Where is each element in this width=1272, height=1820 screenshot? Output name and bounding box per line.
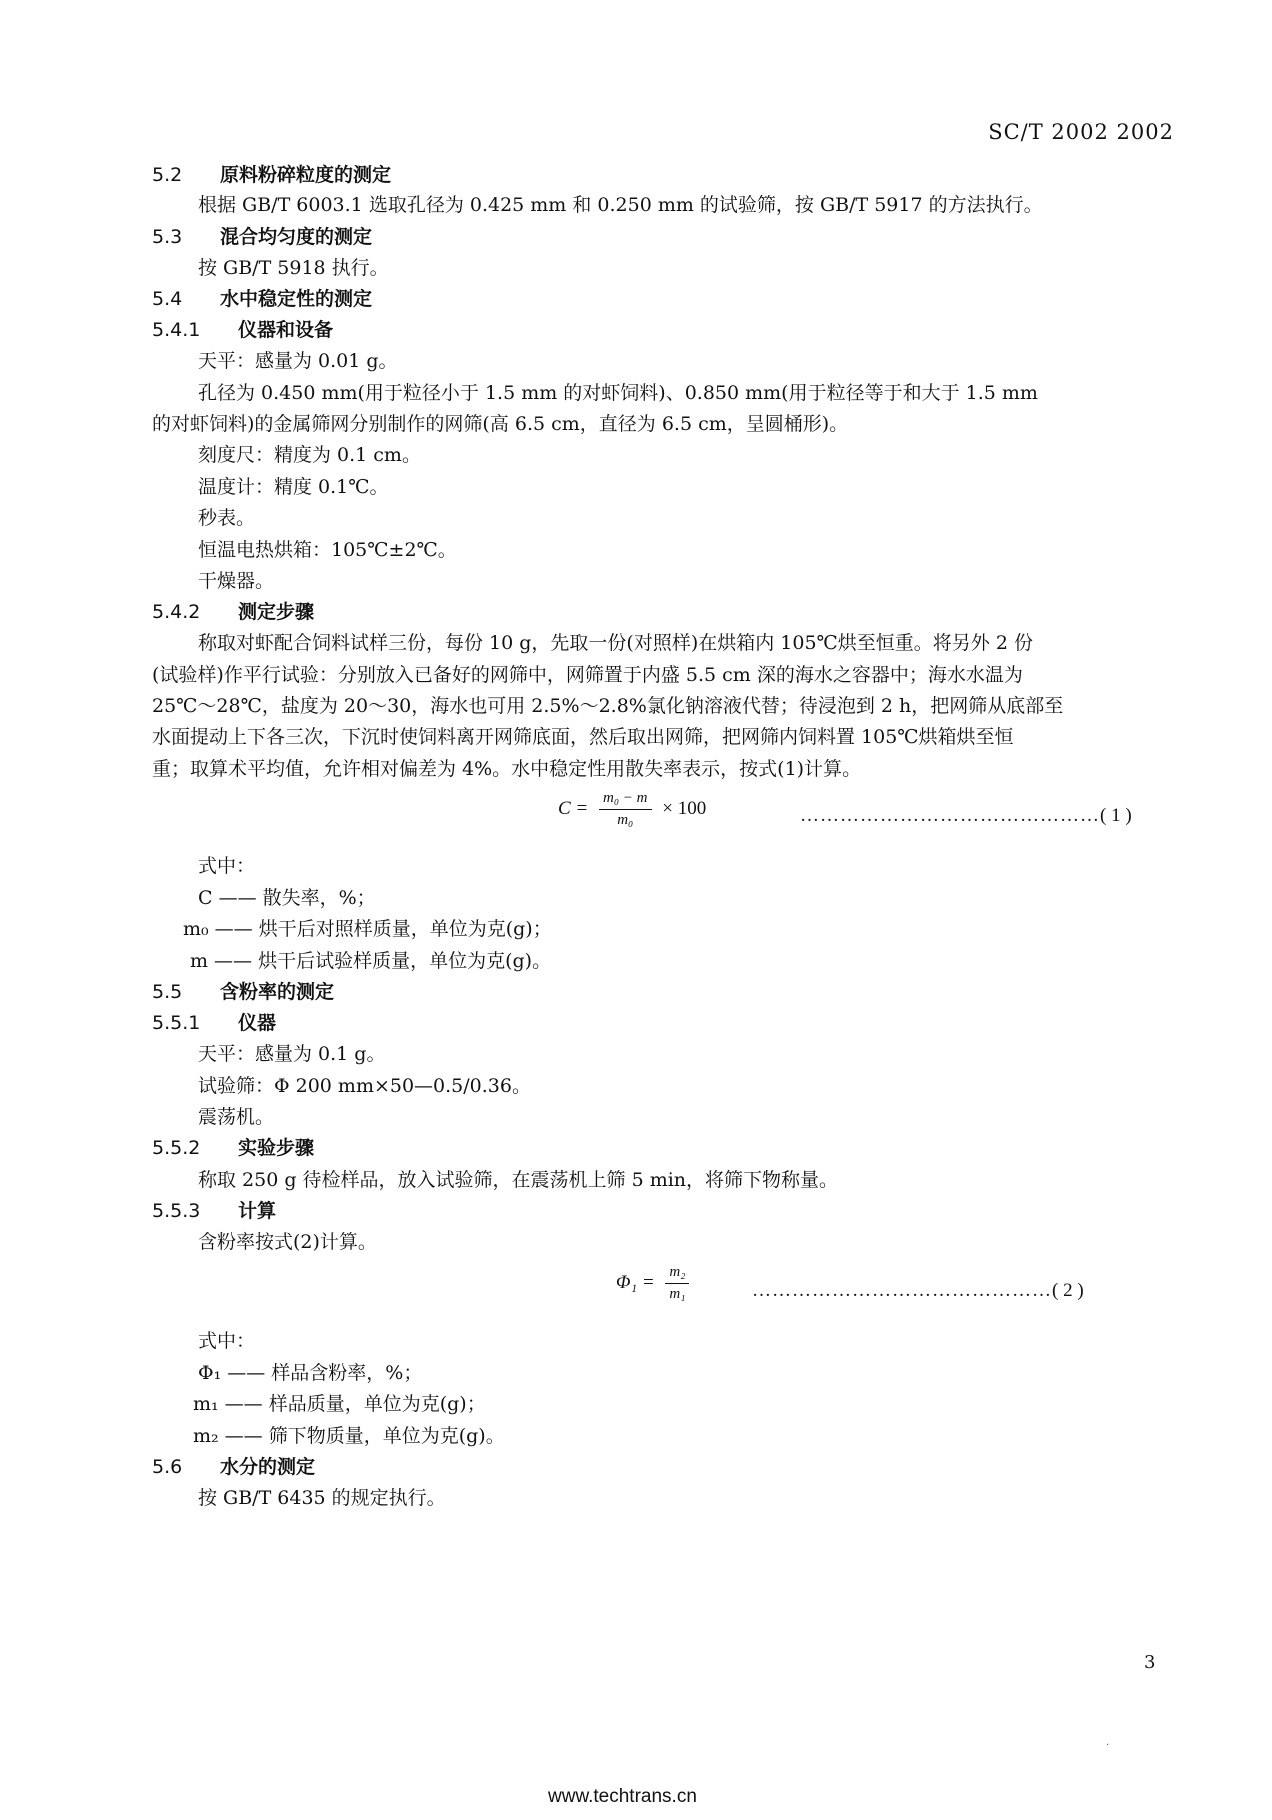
where-2-item-m2: m₂ —— 筛下物质量，单位为克(g)。 [193,1425,505,1447]
paragraph-5-5-3: 含粉率按式(2)计算。 [198,1231,377,1253]
procedure-line-4: 水面提动上下各三次，下沉时使饲料离开网筛底面，然后取出网筛，把网筛内饲料置 105℃烘箱烘至恒 [152,726,1014,748]
procedure-line-1: 称取对虾配合饲料试样三份，每份 10 g，先取一份(对照样)在烘箱内 105℃烘至恒重。将另外 2 份 [198,632,1033,654]
line-test-sieve: 试验筛：Φ 200 mm×50—0.5/0.36。 [198,1075,531,1097]
line-sieve-spec: 孔径为 0.450 mm(用于粒径小于 1.5 mm 的对虾饲料)、0.850 mm(用于粒径等于和大于 1.5 mm [198,382,1038,404]
line-ruler: 刻度尺：精度为 0.1 cm。 [198,444,421,466]
line-stopwatch: 秒表。 [198,507,256,529]
where-1-item-m0: m₀ —— 烘干后对照样质量，单位为克(g)； [183,918,552,940]
page-number: 3 [1144,1652,1156,1673]
line-thermometer: 温度计：精度 0.1℃。 [198,476,389,498]
formula-2: Φ₁ = $\frac{\text{m₂}}{\text{m₁}}$ [616,1264,695,1303]
formula-2-fraction: $\frac{\text{m₂}}{\text{m₁}}$ [665,1264,689,1303]
line-sieve-spec-cont: 的对虾饲料)的金属筛网分别制作的网筛(高 6.5 cm，直径为 6.5 cm，呈圆桶形)。 [152,413,849,435]
heading-5-3: 5.3 混合均匀度的测定 [152,226,373,248]
standard-code-header: SC/T 2002 2002 [988,120,1174,144]
heading-5-6: 5.6 水分的测定 [152,1456,316,1478]
line-shaker: 震荡机。 [198,1106,275,1128]
heading-5-5-2: 5.5.2 实验步骤 [152,1137,315,1159]
procedure-line-2: (试验样)作平行试验：分别放入已备好的网筛中，网筛置于内盛 5.5 cm 深的海水之容器中；海水水温为 [152,664,1023,686]
where-label-2: 式中： [198,1330,256,1352]
heading-5-4: 5.4 水中稳定性的测定 [152,288,373,310]
formula-1-fraction: $\frac{\text{m₀ − m}}{\text{m₀}}$ [599,790,652,829]
formula-1: C = $\frac{\text{m₀ − m}}{\text{m₀}}$ × 100 [558,790,707,828]
heading-5-5-3: 5.5.3 计算 [152,1200,277,1222]
line-oven: 恒温电热烘箱：105℃±2℃。 [198,539,457,561]
procedure-line-5: 重；取算术平均值，允许相对偏差为 4%。水中稳定性用散失率表示，按式(1)计算。 [152,758,862,780]
where-2-item-phi1: Φ₁ —— 样品含粉率，%； [198,1362,423,1384]
heading-5-5: 5.5 含粉率的测定 [152,981,335,1003]
formula-1-leader: ………………………………………( 1 ) [800,805,1132,826]
where-1-item-m: m —— 烘干后试验样质量，单位为克(g)。 [190,950,552,972]
heading-5-5-1: 5.5.1 仪器 [152,1012,277,1034]
heading-5-4-1: 5.4.1 仪器和设备 [152,319,334,341]
line-desiccator: 干燥器。 [198,570,275,592]
paragraph-5-5-2: 称取 250 g 待检样品，放入试验筛，在震荡机上筛 5 min，将筛下物称量。 [198,1169,839,1191]
stray-mark: · [1106,1740,1110,1751]
paragraph-5-3: 按 GB/T 5918 执行。 [198,257,389,279]
procedure-line-3: 25℃～28℃，盐度为 20～30，海水也可用 2.5%～2.8%氯化钠溶液代替；待浸泡到 2 h，把网筛从底部至 [152,695,1064,717]
heading-5-2: 5.2 原料粉碎粒度的测定 [152,164,392,186]
line-balance-2: 天平：感量为 0.1 g。 [198,1043,386,1065]
footer-website: www.techtrans.cn [548,1786,697,1807]
line-balance: 天平：感量为 0.01 g。 [198,350,398,372]
formula-2-leader: ………………………………………( 2 ) [752,1280,1084,1301]
heading-5-4-2: 5.4.2 测定步骤 [152,601,315,623]
paragraph-5-2: 根据 GB/T 6003.1 选取孔径为 0.425 mm 和 0.250 mm 的试验筛，按 GB/T 5917 的方法执行。 [198,194,1043,216]
where-2-item-m1: m₁ —— 样品质量，单位为克(g)； [193,1393,486,1415]
paragraph-5-6: 按 GB/T 6435 的规定执行。 [198,1487,446,1509]
where-label-1: 式中： [198,855,256,877]
where-1-item-C: C —— 散失率，%； [198,887,376,909]
